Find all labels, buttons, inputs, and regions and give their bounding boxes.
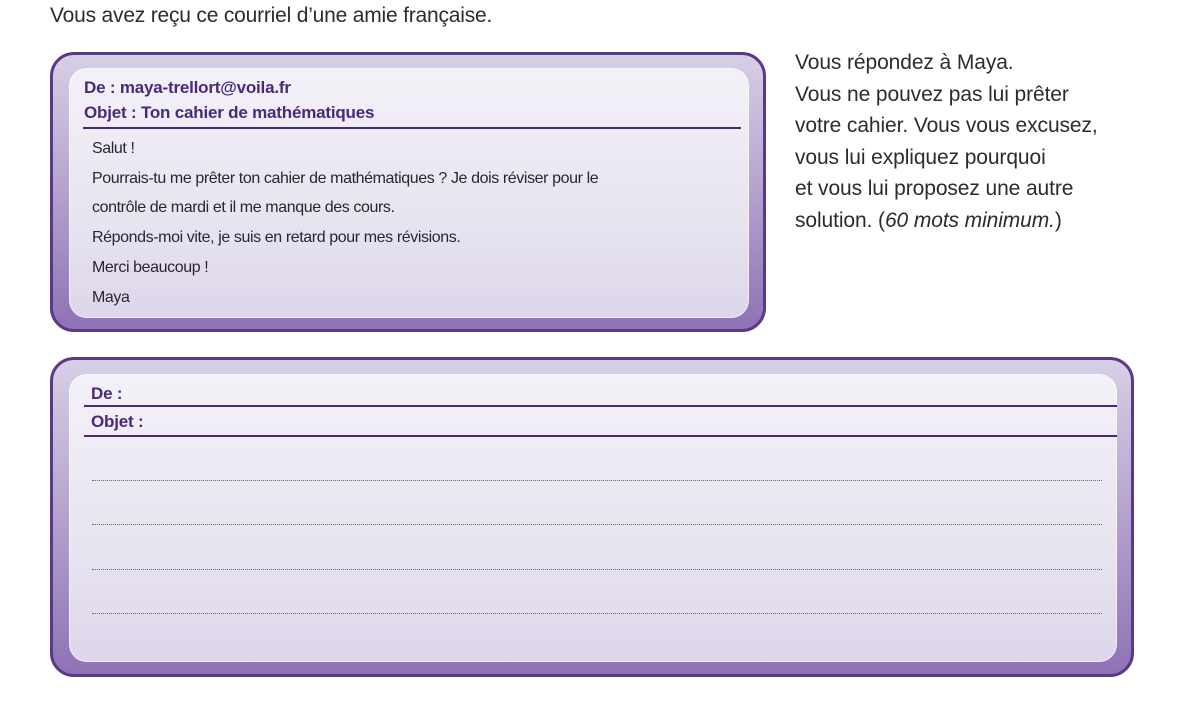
instruction-line: votre cahier. Vous vous excusez, <box>795 114 1098 137</box>
email-body-line: Merci beaucoup ! <box>92 259 209 276</box>
instruction-prefix: solution. ( <box>795 208 885 232</box>
reply-email-inner <box>69 374 1117 662</box>
instruction-suffix: ) <box>1054 208 1062 232</box>
writing-line[interactable] <box>92 569 1102 570</box>
instruction-line: Vous répondez à Maya. <box>795 51 1014 74</box>
reply-from-label: De : <box>91 384 123 403</box>
email-from-line: De : maya-trellort@voila.fr <box>84 78 291 97</box>
email-body-line: Salut ! <box>92 140 135 157</box>
email-body-line: Pourrais-tu me prêter ton cahier de mathématiques ? Je dois réviser pour le <box>92 170 599 187</box>
reply-subject-label: Objet : <box>91 412 144 431</box>
instruction-line: Vous ne pouvez pas lui prêter <box>795 82 1069 106</box>
task-instructions <box>795 47 1175 236</box>
writing-line[interactable] <box>92 524 1102 525</box>
received-email-inner <box>69 68 749 318</box>
email-body-line: contrôle de mardi et il me manque des cours. <box>92 199 395 216</box>
word-count-requirement: 60 mots minimum. <box>884 208 1055 232</box>
header-divider <box>83 127 741 129</box>
received-email-card <box>50 52 766 332</box>
reply-from-field[interactable] <box>84 405 1117 407</box>
email-signature: Maya <box>92 289 130 306</box>
reply-subject-field[interactable] <box>84 435 1117 437</box>
email-subject-line: Objet : Ton cahier de mathématiques <box>84 103 375 122</box>
reply-email-form <box>50 357 1134 677</box>
instruction-line: et vous lui proposez une autre <box>795 177 1074 200</box>
intro-text: Vous avez reçu ce courriel d’une amie française. <box>50 4 493 27</box>
instruction-line: vous lui expliquez pourquoi <box>795 145 1046 169</box>
email-body-line: Réponds-moi vite, je suis en retard pour mes révisions. <box>92 229 461 246</box>
writing-line[interactable] <box>92 480 1102 481</box>
writing-line[interactable] <box>92 613 1102 614</box>
instruction-line-last <box>795 205 1175 237</box>
